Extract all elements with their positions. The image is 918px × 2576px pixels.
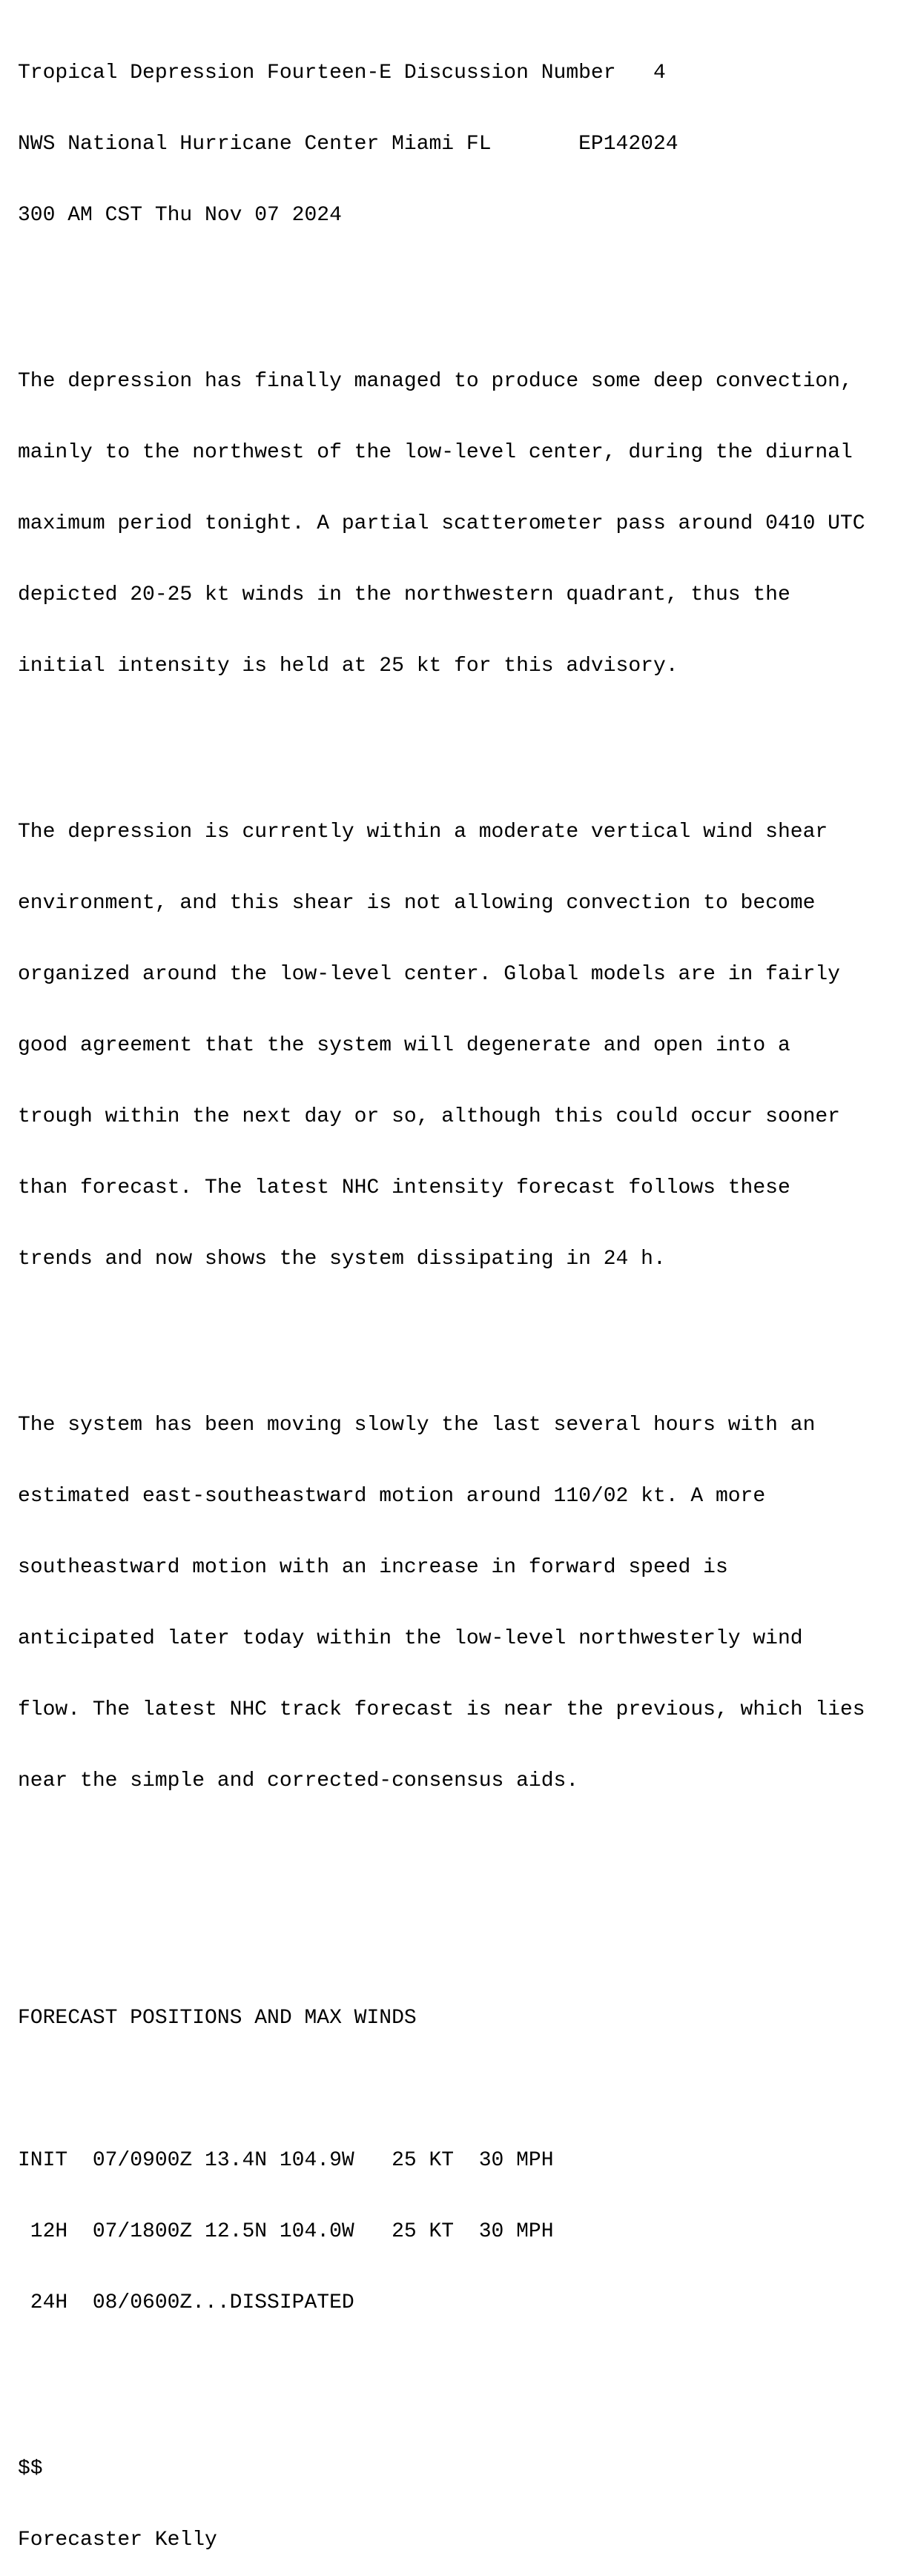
- discussion-document: [18, 14, 865, 2576]
- forecaster-signature: Forecaster Kelly: [18, 2529, 217, 2552]
- paragraph-1-line: maximum period tonight. A partial scatterometer pass around 0410 UTC: [18, 512, 865, 535]
- issuing-office-line: NWS National Hurricane Center Miami FL EP142024: [18, 133, 678, 156]
- paragraph-3-line: southeastward motion with an increase in forward speed is: [18, 1556, 728, 1579]
- paragraph-2-line: environment, and this shear is not allowing convection to become: [18, 892, 816, 915]
- paragraph-1-line: depicted 20-25 kt winds in the northwestern quadrant, thus the: [18, 583, 790, 606]
- blank-line: [18, 2363, 865, 2386]
- forecast-row-24h: 24H 08/0600Z...DISSIPATED: [18, 2291, 354, 2314]
- issue-time: 300 AM CST Thu Nov 07 2024: [18, 204, 342, 227]
- paragraph-2-line: trends and now shows the system dissipating in 24 h.: [18, 1248, 666, 1271]
- paragraph-3-line: estimated east-southeastward motion around 110/02 kt. A more: [18, 1485, 766, 1508]
- paragraph-2-line: than forecast. The latest NHC intensity forecast follows these: [18, 1176, 790, 1199]
- paragraph-2-line: The depression is currently within a moderate vertical wind shear: [18, 821, 828, 844]
- blank-line: [18, 1319, 865, 1342]
- paragraph-3-line: The system has been moving slowly the last several hours with an: [18, 1414, 816, 1437]
- forecast-heading: FORECAST POSITIONS AND MAX WINDS: [18, 2007, 417, 2030]
- paragraph-1-line: initial intensity is held at 25 kt for this advisory.: [18, 655, 678, 678]
- blank-line: [18, 275, 865, 299]
- paragraph-3-line: near the simple and corrected-consensus aids.: [18, 1769, 579, 1792]
- forecast-row-init: INIT 07/0900Z 13.4N 104.9W 25 KT 30 MPH: [18, 2149, 554, 2172]
- blank-line: [18, 1841, 865, 1864]
- paragraph-1-line: The depression has finally managed to produce some deep convection,: [18, 370, 853, 393]
- paragraph-3-line: anticipated later today within the low-level northwesterly wind: [18, 1627, 803, 1650]
- paragraph-3-line: flow. The latest NHC track forecast is near the previous, which lies: [18, 1698, 865, 1721]
- blank-line: [18, 1912, 865, 1936]
- blank-line: [18, 2078, 865, 2102]
- blank-line: [18, 726, 865, 749]
- end-marker: $$: [18, 2457, 43, 2480]
- paragraph-2-line: trough within the next day or so, although this could occur sooner: [18, 1105, 840, 1128]
- forecast-row-12h: 12H 07/1800Z 12.5N 104.0W 25 KT 30 MPH: [18, 2220, 554, 2243]
- paragraph-2-line: organized around the low-level center. Global models are in fairly: [18, 963, 840, 986]
- paragraph-1-line: mainly to the northwest of the low-level center, during the diurnal: [18, 441, 853, 464]
- paragraph-2-line: good agreement that the system will degenerate and open into a: [18, 1034, 790, 1057]
- discussion-title: Tropical Depression Fourteen-E Discussion Number 4: [18, 62, 666, 85]
